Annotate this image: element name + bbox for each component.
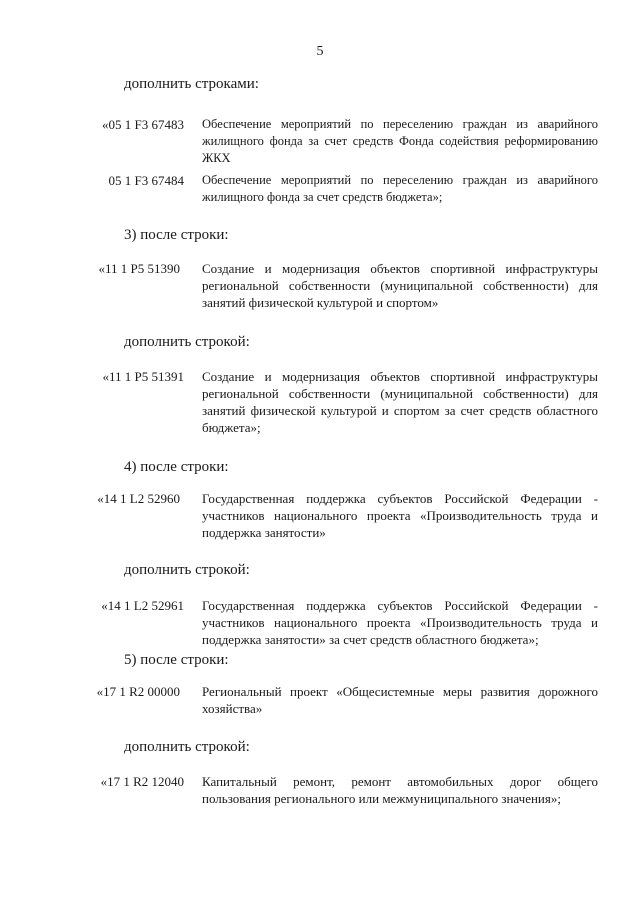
- row-description: Обеспечение мероприятий по переселению граждан из аварийного жилищного фонда за счет средств Фонда содействия реформированию ЖКХ: [202, 117, 598, 165]
- row-description: Государственная поддержка субъектов Российской Федерации - участников национального проекта «Производительность труда и поддержка занятости» за счет средств областного бюджета»;: [202, 598, 598, 647]
- row-code: «14 1 L2 52960: [97, 491, 180, 506]
- row-description: Государственная поддержка субъектов Российской Федерации - участников национального проекта «Производительность труда и поддержка занятости»: [202, 491, 598, 540]
- row-code: «05 1 F3 67483: [102, 117, 184, 132]
- heading-add-row: дополнить строкой:: [124, 739, 250, 755]
- row-code: 05 1 F3 67484: [108, 173, 184, 188]
- row-code: «11 1 P5 51390: [98, 261, 180, 276]
- heading-add-rows: дополнить строками:: [124, 76, 259, 92]
- row-description: Региональный проект «Общесистемные меры развития дорожного хозяйства»: [202, 684, 598, 716]
- row-code: «11 1 P5 51391: [102, 369, 184, 384]
- row-description: Создание и модернизация объектов спортивной инфраструктуры региональной собственности (муниципальной собственности) для занятий физической культурой и спортом за счет средств областного бюджета»;: [202, 369, 598, 435]
- row-description: Создание и модернизация объектов спортивной инфраструктуры региональной собственности (муниципальной собственности) для занятий физической культурой и спортом»: [202, 261, 598, 310]
- heading-after-row-3: 3) после строки:: [124, 227, 229, 243]
- heading-add-row: дополнить строкой:: [124, 334, 250, 350]
- row-description: Обеспечение мероприятий по переселению граждан из аварийного жилищного фонда за счет средств бюджета»;: [202, 173, 598, 204]
- row-code: «17 1 R2 00000: [96, 684, 180, 699]
- heading-add-row: дополнить строкой:: [124, 562, 250, 578]
- page-number: 5: [316, 44, 324, 59]
- row-description: Капитальный ремонт, ремонт автомобильных дорог общего пользования регионального или межмуниципального значения»;: [202, 774, 598, 806]
- heading-after-row-5: 5) после строки:: [124, 652, 229, 668]
- row-code: «17 1 R2 12040: [100, 774, 184, 789]
- heading-after-row-4: 4) после строки:: [124, 459, 229, 475]
- row-code: «14 1 L2 52961: [101, 598, 184, 613]
